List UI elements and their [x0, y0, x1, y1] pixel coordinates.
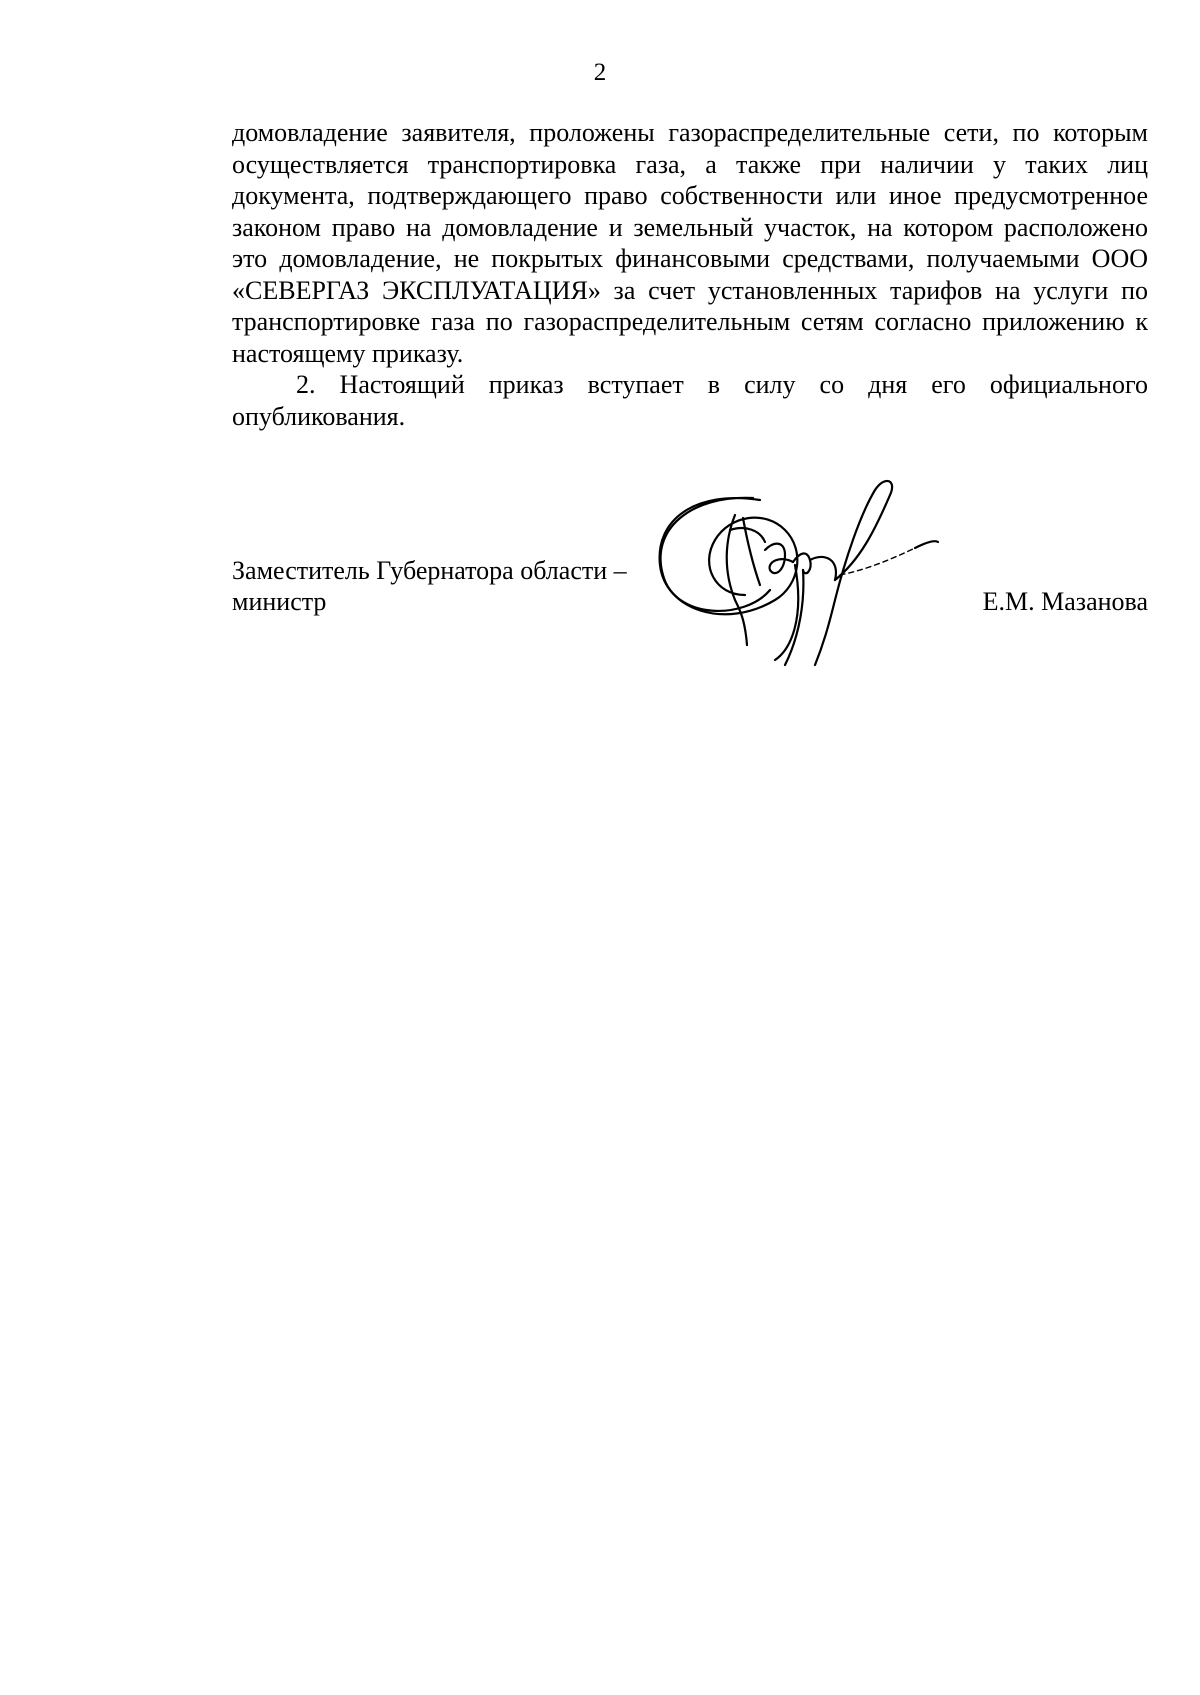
signatory-position	[232, 555, 627, 617]
signatory-position-line2: министр	[232, 587, 327, 616]
signatory-position-line1: Заместитель Губернатора области –	[232, 556, 627, 585]
document-body	[232, 117, 1148, 432]
page-number: 2	[593, 59, 607, 86]
handwritten-signature	[635, 470, 985, 670]
paragraph-continuation: домовладение заявителя, проложены газораспределительные сети, по которым осуществляется транспортировка газа, а также при наличии у таких лиц документа, подтверждающего право собственности или иное предусмотренное законом право на домовладение и земельный участок, на котором расположено это домовладение, не покрытых финансовыми средствами, получаемыми ООО «СЕВЕРГАЗ ЭКСПЛУАТАЦИЯ» за счет установленных тарифов на услуги по транспортировке газа по газораспределительным сетям согласно приложению к настоящему приказу.	[232, 118, 1148, 368]
signatory-name: Е.М. Мазанова	[982, 587, 1148, 616]
paragraph-2: 2. Настоящий приказ вступает в силу со дня его официального опубликования.	[232, 370, 1148, 431]
